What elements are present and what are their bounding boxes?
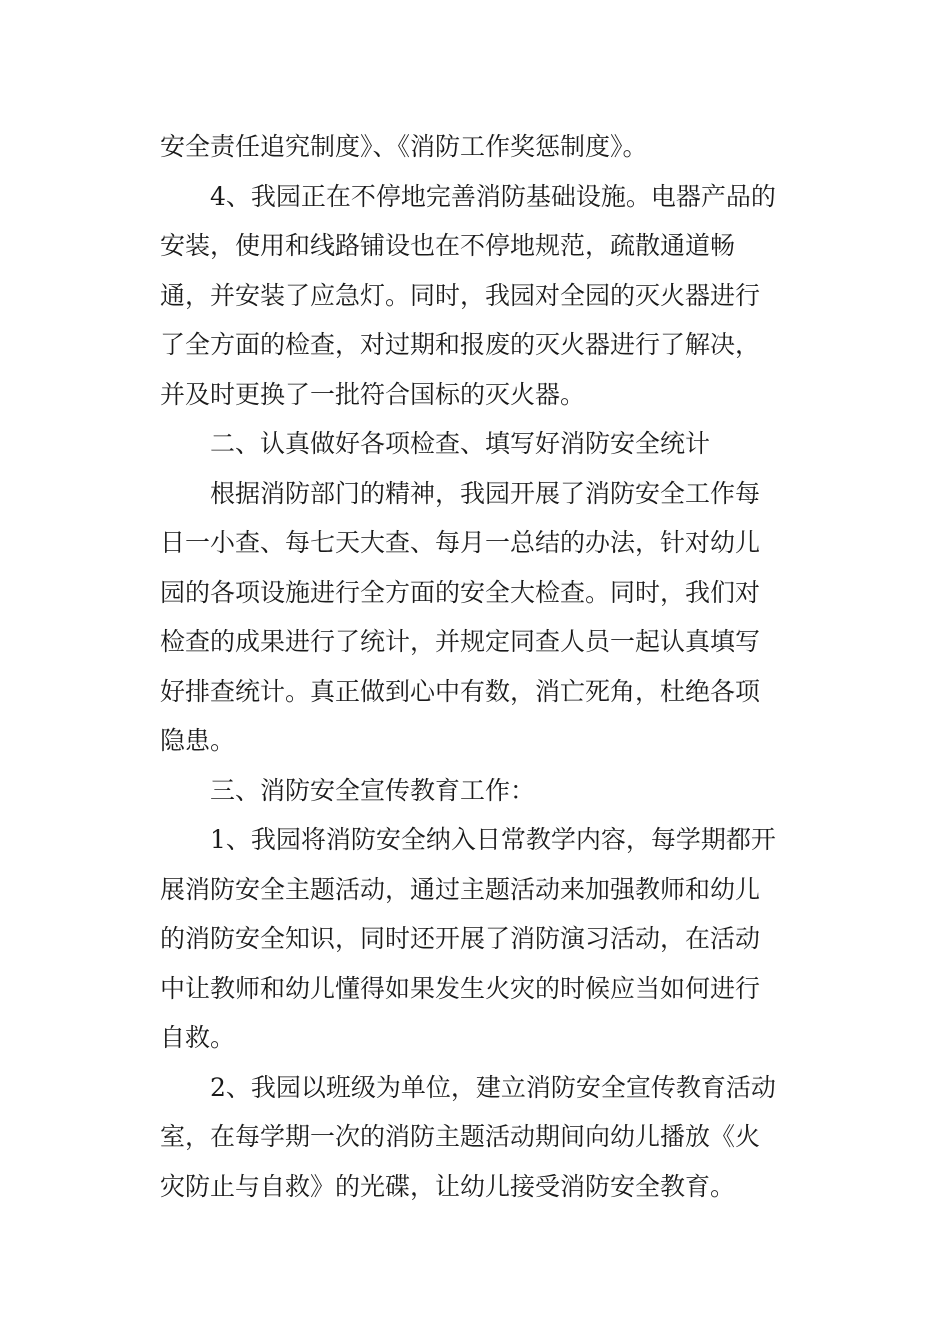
document-body [160,122,800,1211]
text-line-10: 园的各项设施进行全方面的安全大检查。同时，我们对 [160,577,761,607]
text-line-8: 根据消防部门的精神，我园开展了消防安全工作每 [210,478,761,508]
text-line-12: 好排查统计。真正做到心中有数，消亡死角，杜绝各项 [160,676,761,706]
text-line-5: 了全方面的检查，对过期和报废的灭火器进行了解决， [160,330,761,359]
text-line-3: 安装，使用和线路铺设也在不停地规范，疏散通道畅 [160,231,736,260]
text-line-22: 灾防止与自救》的光碟，让幼儿接受消防安全教育。 [160,1171,736,1201]
section-heading-3: 三、消防安全宣传教育工作： [210,775,536,805]
text-line-15: 1、我园将消防安全纳入日常教学内容，每学期都开 [210,825,776,854]
text-line-1: 安全责任追究制度》、《消防工作奖惩制度》。 [160,132,648,161]
text-line-13: 隐患。 [160,726,236,755]
text-line-16: 展消防安全主题活动，通过主题活动来加强教师和幼儿 [160,874,761,904]
text-line-20: 2、我园以班级为单位，建立消防安全宣传教育活动 [210,1072,776,1102]
section-heading-2: 二、认真做好各项检查、填写好消防安全统计 [210,429,711,458]
text-line-6: 并及时更换了一批符合国标的灭火器。 [160,379,586,409]
text-line-9: 日一小查、每七天大查、每月一总结的办法，针对幼儿 [160,528,761,557]
text-line-19: 自救。 [160,1023,236,1052]
text-line-17: 的消防安全知识，同时还开展了消防演习活动，在活动 [160,924,761,953]
text-line-4: 通，并安装了应急灯。同时，我园对全园的灭火器进行 [160,280,761,310]
text-line-2: 4、我园正在不停地完善消防基础设施。电器产品的 [210,181,776,211]
text-line-18: 中让教师和幼儿懂得如果发生火灾的时候应当如何进行 [160,973,761,1003]
text-line-21: 室，在每学期一次的消防主题活动期间向幼儿播放《火 [160,1122,761,1151]
text-line-11: 检查的成果进行了统计，并规定同查人员一起认真填写 [160,627,761,656]
